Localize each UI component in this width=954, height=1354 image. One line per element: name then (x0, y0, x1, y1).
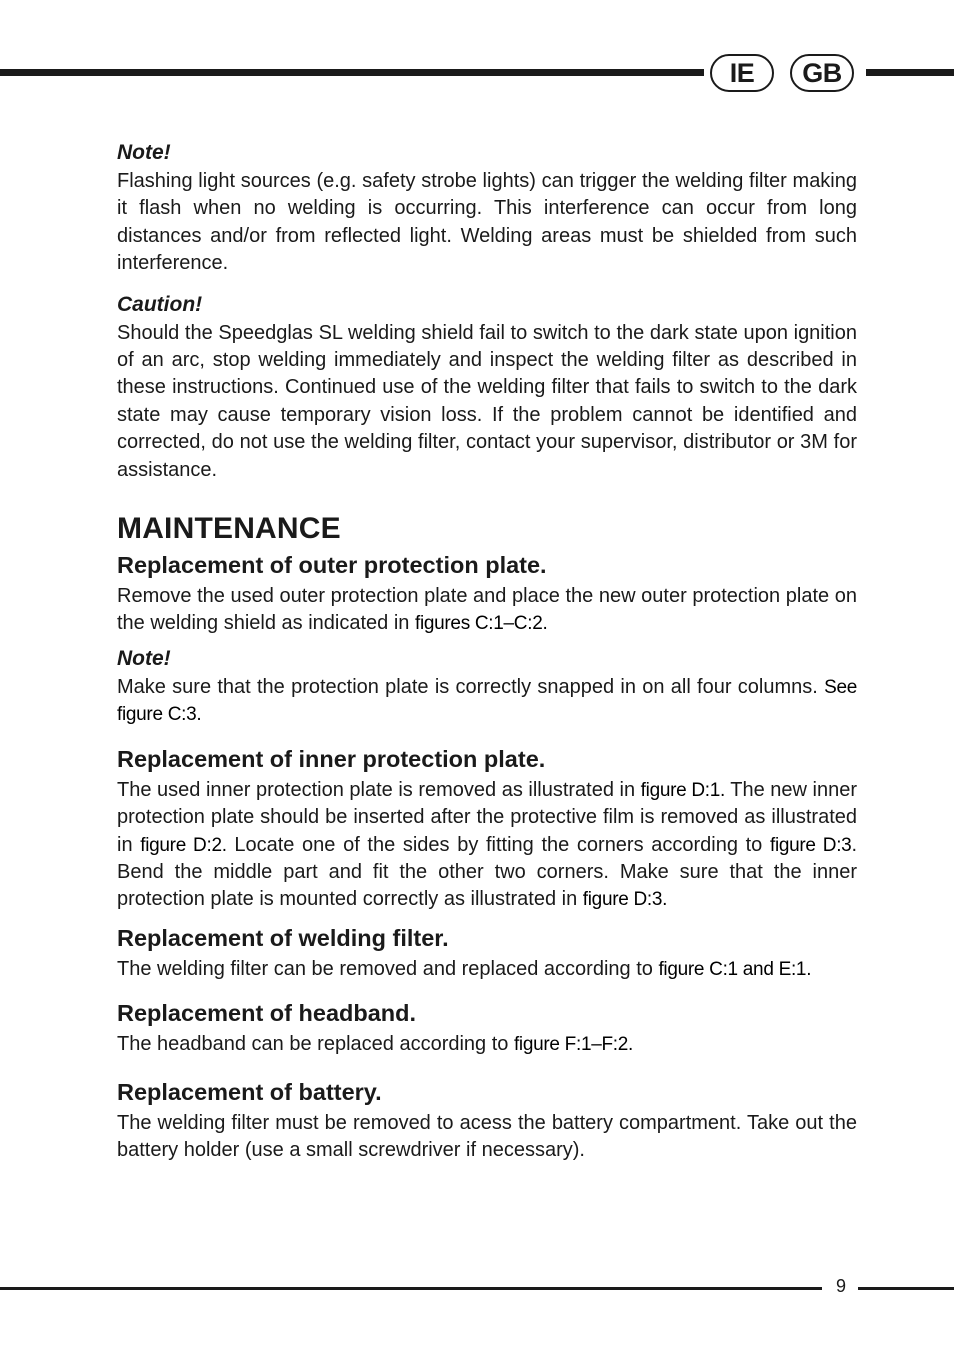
headband-text (117, 1031, 857, 1058)
figure-reference: figure D:1. (640, 779, 726, 801)
language-badge-ie: IE (710, 54, 774, 92)
caution-title: Caution! (117, 292, 203, 316)
headband-body: The headband can be replaced according to (117, 1033, 514, 1056)
page-content (117, 138, 857, 1164)
figure-reference: See figure C:3. (117, 676, 857, 726)
page-number: 9 (835, 1276, 846, 1296)
figure-reference: figure C:1 and E:1. (658, 958, 812, 980)
welding-filter-body: The welding filter can be removed and replaced according to (117, 957, 659, 980)
battery-text: The welding filter must be removed to acess the battery compartment. Take out the battery holder (use a small screwdriver if necessary). (117, 1111, 857, 1161)
inner-text-part: Locate one of the sides by fitting the corners according to (226, 833, 770, 856)
welding-filter-text (117, 956, 857, 983)
figure-reference: figure F:1–F:2. (513, 1034, 634, 1056)
inner-text-part: The new inner protection plate should be inserted after the protective film is removed as illustrated in (117, 778, 857, 856)
figure-reference: figures C:1–C:2. (414, 613, 548, 635)
outer-plate-heading: Replacement of outer protection plate. (117, 552, 547, 579)
figure-reference: figure D:3. (582, 889, 668, 911)
figure-reference: figure D:3 (769, 834, 852, 856)
footer-rule-left (0, 1287, 822, 1290)
footer-rule-right (858, 1287, 954, 1290)
welding-filter-heading: Replacement of welding filter. (117, 924, 449, 951)
inner-plate-text (117, 777, 857, 914)
outer-plate-body: Remove the used outer protection plate and place the new outer protection plate on the welding shield as indicated in (117, 585, 857, 635)
header-rule-left (0, 69, 704, 76)
battery-heading: Replacement of battery. (117, 1078, 382, 1105)
header-rule-right (866, 69, 954, 76)
inner-text-part: The used inner protection plate is removed as illustrated in (117, 778, 641, 801)
maintenance-heading: MAINTENANCE (117, 512, 341, 546)
outer-plate-text (117, 583, 857, 638)
note-text-2 (117, 674, 857, 729)
language-badge-gb: GB (790, 54, 854, 92)
note-title-2: Note! (117, 646, 171, 670)
headband-heading: Replacement of headband. (117, 1000, 417, 1027)
note-title: Note! (117, 141, 171, 164)
figure-reference: figure D:2. (140, 834, 227, 856)
note-2-body: Make sure that the protection plate is correctly snapped in on all four columns. (117, 675, 825, 698)
note-text: Flashing light sources (e.g. safety strobe lights) can trigger the welding filter making it flash when no welding is occurring. This interference can occur from long distances and/or from reflected light. Welding areas must be shielded from such interference. (117, 170, 857, 275)
inner-text-part: . Bend the middle part and fit the other two corners. Make sure that the inner protection plate is mounted correctly as illustrated in (117, 833, 858, 911)
caution-text: Should the Speedglas SL welding shield fail to switch to the dark state upon ignition of an arc, stop welding immediately and inspect the welding filter as described in these instructions. Continued use of the welding filter that fails to switch to the dark state may cause temporary vision loss. If the problem cannot be identified and corrected, do not use the welding filter, contact your supervisor, distributor or 3M for assistance. (117, 321, 857, 481)
inner-plate-heading: Replacement of inner protection plate. (117, 745, 546, 772)
